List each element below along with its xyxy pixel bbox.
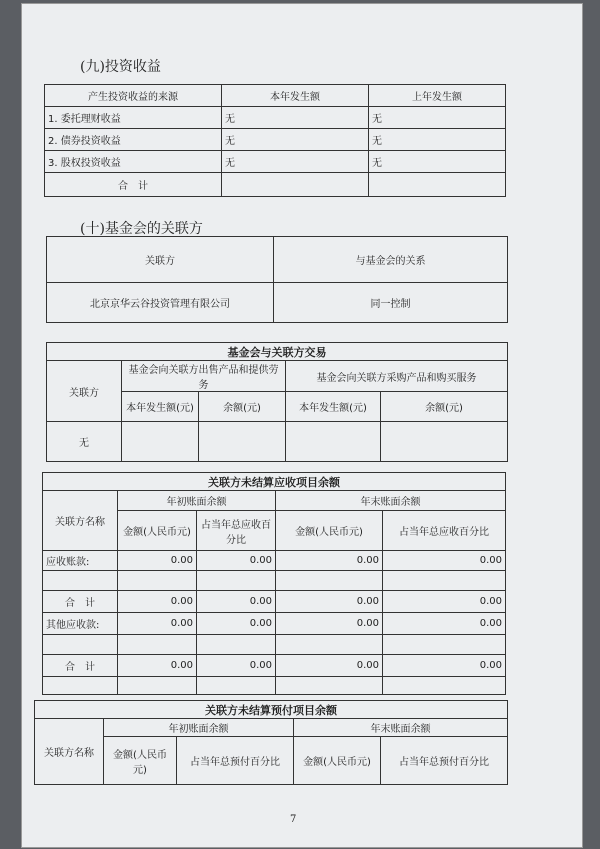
table-row: 北京京华云谷投资管理有限公司 同一控制 xyxy=(47,283,508,323)
table-row: 合 计 0.00 0.00 0.00 0.00 xyxy=(43,655,506,677)
investment-income-table xyxy=(44,84,506,197)
table-row: 合 计 xyxy=(45,173,506,197)
table-row xyxy=(43,571,506,591)
header-party: 关联方 xyxy=(47,361,122,422)
header-current-year: 本年发生额 xyxy=(222,85,369,107)
prepaid-table: 关联方未结算预付项目余额 关联方名称 年初账面余额 年末账面余额 金额(人民币元) 占当年总预付百分比 金额(人民币元) 占当年总预付百分比 xyxy=(34,700,508,785)
header-relationship: 与基金会的关系 xyxy=(274,237,508,283)
table-row: 应收账款: 0.00 0.00 0.00 0.00 xyxy=(43,551,506,571)
section-10-heading: (十)基金会的关联方 xyxy=(80,221,203,237)
table-row: 3. 股权投资收益 无 无 xyxy=(45,151,506,173)
page-number: 7 xyxy=(290,814,297,825)
transactions-title: 基金会与关联方交易 xyxy=(47,343,508,361)
table-row: 合 计 0.00 0.00 0.00 0.00 xyxy=(43,591,506,613)
related-transactions-table: 基金会与关联方交易 关联方 基金会向关联方出售产品和提供劳务 基金会向关联方采购产品和购买服务 本年发生额(元) 余额(元) 本年发生额(元) 余额(元) 无 xyxy=(46,342,508,462)
header-source: 产生投资收益的来源 xyxy=(45,85,222,107)
table-row: 2. 债券投资收益 无 无 xyxy=(45,129,506,151)
table-row xyxy=(43,635,506,655)
receivables-table: 关联方未结算应收项目余额 关联方名称 年初账面余额 年末账面余额 金额(人民币元) 占当年总应收百分比 金额(人民币元) 占当年总应收百分比 应收账款: 0.00 0.00 0.00 0.00 合 计 0.00 0.00 0.00 0.00 其他应收款: 0.00 0.00 0.00 0.00 合 计 0.00 0.00 0.00 0.00 xyxy=(42,472,506,695)
receivables-title: 关联方未结算应收项目余额 xyxy=(43,473,506,491)
prepaid-title: 关联方未结算预付项目余额 xyxy=(35,701,508,719)
document-page xyxy=(22,4,582,847)
table-row: 1. 委托理财收益 无 无 xyxy=(45,107,506,129)
related-parties-table xyxy=(46,236,508,323)
header-sell: 基金会向关联方出售产品和提供劳务 xyxy=(122,361,286,392)
header-related-party: 关联方 xyxy=(47,237,274,283)
section-9-heading: (九)投资收益 xyxy=(80,59,161,75)
header-prior-year: 上年发生额 xyxy=(369,85,506,107)
table-row: 无 xyxy=(47,422,508,462)
table-row: 其他应收款: 0.00 0.00 0.00 0.00 xyxy=(43,613,506,635)
header-buy: 基金会向关联方采购产品和购买服务 xyxy=(286,361,508,392)
table-row xyxy=(43,677,506,695)
